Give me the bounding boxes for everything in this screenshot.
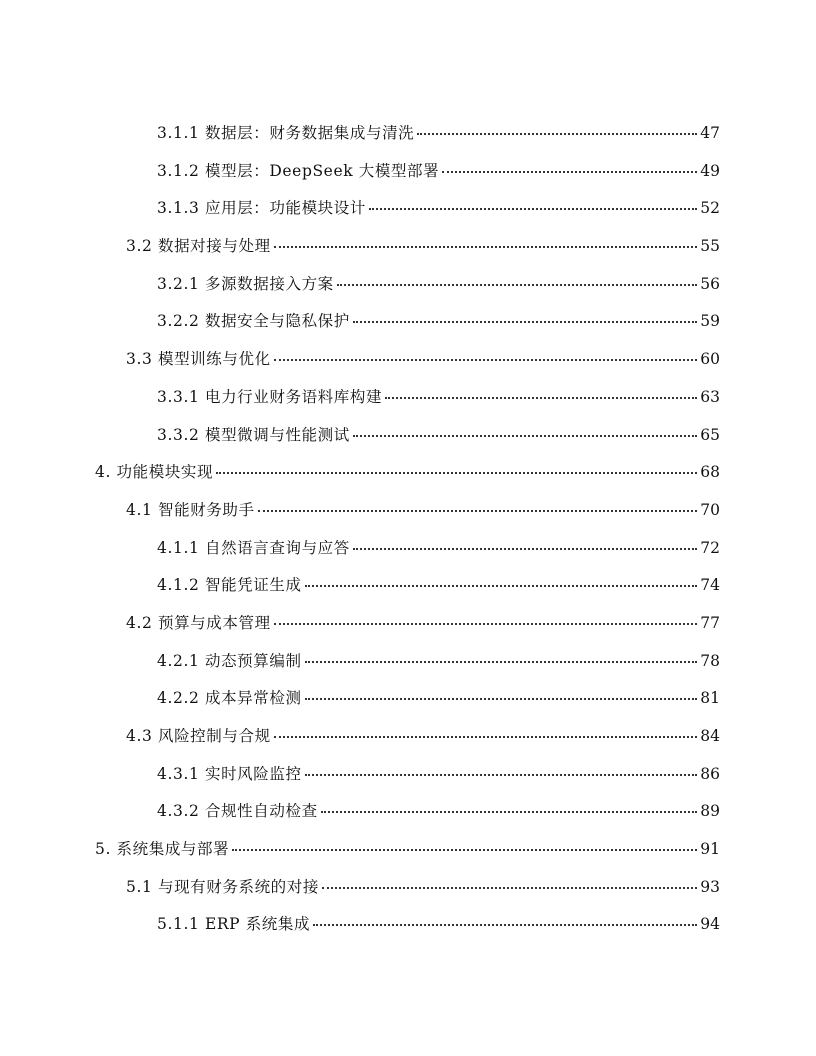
toc-entry-title: 4. 功能模块实现 [95, 463, 214, 482]
table-of-contents [0, 115, 816, 944]
toc-page-number: 47 [700, 124, 720, 142]
toc-page-number: 86 [700, 764, 720, 783]
toc-page-number: 94 [700, 915, 720, 934]
toc-page-number: 77 [700, 613, 720, 632]
toc-entry-title: 3.3.2 模型微调与性能测试 [157, 425, 350, 444]
toc-entry[interactable] [0, 605, 720, 643]
toc-entry-title: 4.1.2 智能凭证生成 [157, 576, 302, 595]
toc-entry[interactable] [0, 680, 720, 718]
toc-entry[interactable] [0, 379, 720, 417]
dot-leader [274, 245, 698, 248]
toc-page-number: 89 [700, 802, 720, 821]
toc-entry[interactable] [0, 567, 720, 605]
toc-entry-title: 3.2.2 数据安全与隐私保护 [157, 312, 350, 331]
toc-entry-title: 3.1.3 应用层：功能模块设计 [157, 199, 366, 218]
dot-leader [385, 396, 697, 399]
dot-leader [353, 547, 697, 550]
toc-entry[interactable] [0, 718, 720, 756]
toc-entry[interactable] [0, 303, 720, 341]
toc-page-number: 84 [700, 727, 720, 745]
toc-entry-title: 4.3.1 实时风险监控 [157, 764, 302, 783]
toc-entry-title: 4.2.2 成本异常检测 [157, 689, 302, 708]
dot-leader [353, 434, 697, 437]
toc-page-number: 81 [700, 689, 720, 708]
toc-entry-title: 3.2.1 多源数据接入方案 [157, 274, 334, 293]
toc-entry[interactable] [0, 869, 720, 907]
dot-leader [305, 697, 698, 700]
toc-entry[interactable] [0, 190, 720, 228]
toc-page-number: 63 [700, 387, 720, 406]
toc-entry-title: 5.1 与现有财务系统的对接 [126, 877, 319, 896]
toc-page-number: 74 [700, 576, 720, 595]
toc-entry-title: 4.1 智能财务助手 [126, 500, 255, 519]
dot-leader [337, 283, 697, 286]
dot-leader [442, 170, 697, 173]
dot-leader [216, 471, 697, 474]
toc-entry-title: 4.3.2 合规性自动检查 [157, 802, 318, 821]
dot-leader [232, 848, 697, 851]
toc-entry[interactable] [0, 906, 720, 944]
toc-page-number: 56 [700, 274, 720, 293]
toc-entry-title: 3.1.2 模型层：DeepSeek 大模型部署 [157, 161, 440, 180]
toc-entry[interactable] [0, 417, 720, 455]
toc-entry[interactable] [0, 492, 720, 530]
toc-entry[interactable] [0, 266, 720, 304]
toc-entry[interactable] [0, 756, 720, 794]
dot-leader [274, 622, 698, 625]
toc-entry-title: 3.2 数据对接与处理 [126, 237, 271, 256]
toc-entry[interactable] [0, 831, 720, 869]
toc-page-number: 68 [700, 463, 720, 482]
toc-entry[interactable] [0, 341, 720, 379]
toc-entry-title: 5. 系统集成与部署 [95, 840, 230, 859]
dot-leader [353, 320, 697, 323]
toc-entry-title: 3.3.1 电力行业财务语料库构建 [157, 387, 383, 406]
toc-page-number: 55 [700, 237, 720, 256]
toc-entry[interactable] [0, 115, 720, 153]
dot-leader [274, 358, 698, 361]
toc-page-number: 91 [700, 840, 720, 859]
toc-page-number: 65 [700, 425, 720, 444]
toc-entry[interactable] [0, 153, 720, 191]
toc-page-number: 49 [700, 161, 720, 180]
toc-entry-title: 4.3 风险控制与合规 [126, 727, 271, 745]
dot-leader [258, 509, 698, 512]
dot-leader [313, 923, 697, 926]
toc-entry-title: 4.2.1 动态预算编制 [157, 651, 302, 670]
toc-entry[interactable] [0, 530, 720, 568]
toc-entry[interactable] [0, 228, 720, 266]
toc-page-number: 78 [700, 651, 720, 670]
dot-leader [417, 132, 697, 135]
dot-leader [305, 584, 698, 587]
toc-entry[interactable] [0, 793, 720, 831]
toc-page-number: 60 [700, 350, 720, 369]
toc-entry[interactable] [0, 454, 720, 492]
toc-page-number: 93 [700, 877, 720, 896]
dot-leader [274, 735, 698, 738]
toc-entry-title: 3.3 模型训练与优化 [126, 350, 271, 369]
toc-page-number: 52 [700, 199, 720, 218]
dot-leader [369, 207, 697, 210]
toc-page-number: 59 [700, 312, 720, 331]
toc-entry-title: 4.1.1 自然语言查询与应答 [157, 538, 350, 557]
dot-leader [305, 773, 698, 776]
dot-leader [321, 810, 698, 813]
toc-page-number: 70 [700, 500, 720, 519]
toc-entry-title: 5.1.1 ERP 系统集成 [157, 915, 311, 934]
toc-entry-title: 4.2 预算与成本管理 [126, 613, 271, 632]
toc-entry[interactable] [0, 643, 720, 681]
dot-leader [322, 886, 697, 889]
toc-entry-title: 3.1.1 数据层：财务数据集成与清洗 [157, 124, 415, 142]
dot-leader [305, 660, 698, 663]
toc-page-number: 72 [700, 538, 720, 557]
